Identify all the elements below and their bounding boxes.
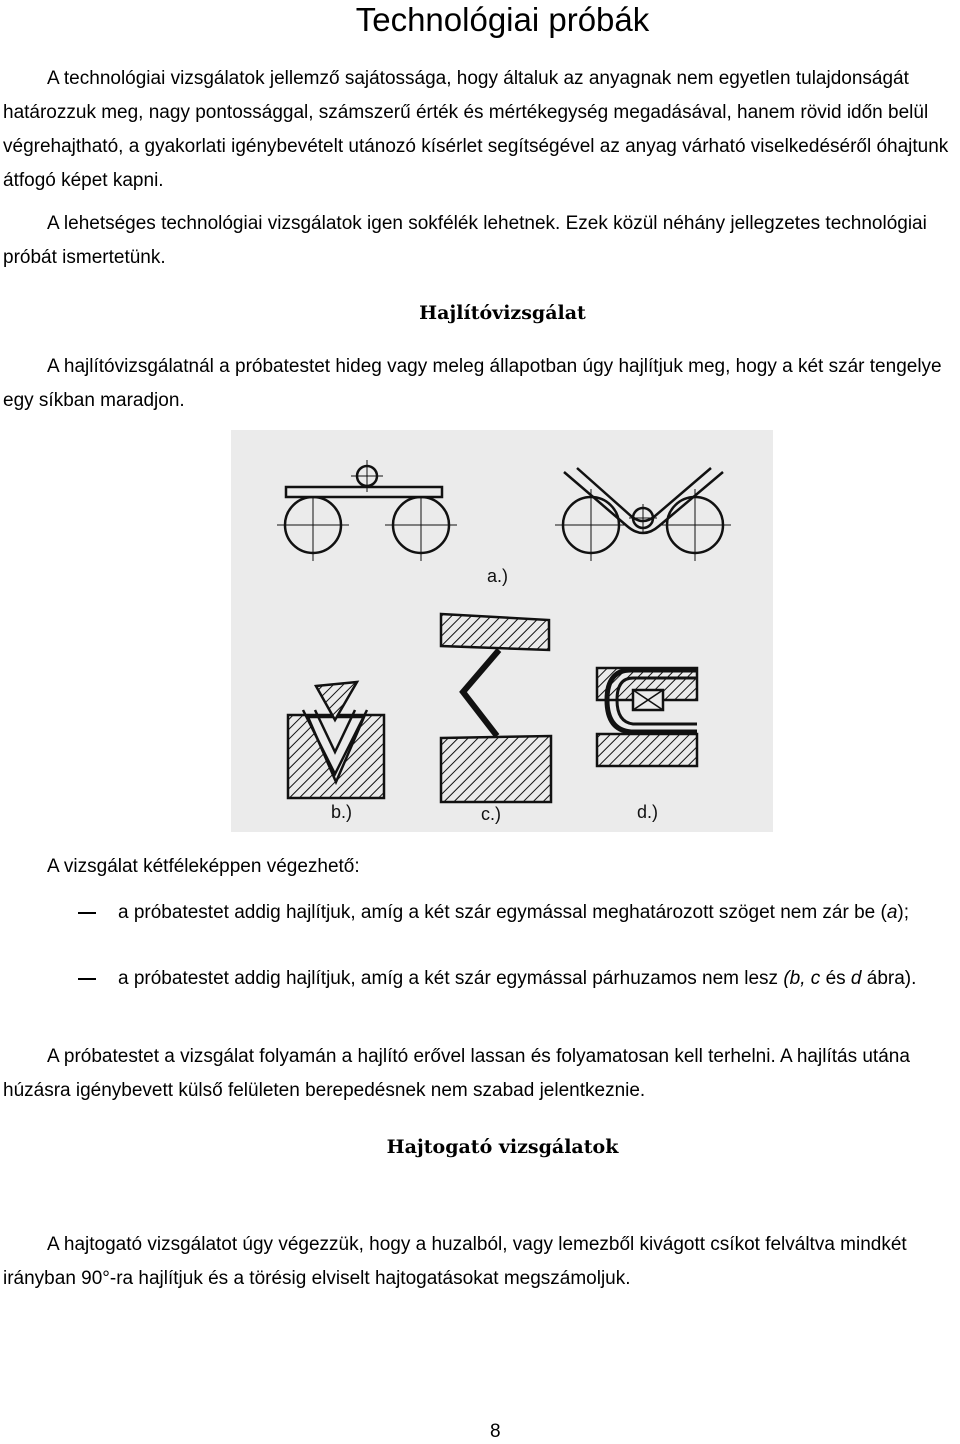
bending-test-figure bbox=[231, 430, 773, 832]
bending-paragraph-2 bbox=[3, 850, 953, 884]
figure-b-v-die bbox=[288, 682, 384, 798]
bullet-item-1-text: a próbatestet addig hajlítjuk, amíg a két szár egymással meghatározott szöget nem zár be (a); bbox=[118, 902, 910, 923]
figure-a-right-setup bbox=[555, 468, 731, 561]
bending-paragraph-3 bbox=[3, 1040, 953, 1108]
bullet-item-2-text: a próbatestet addig hajlítjuk, amíg a két szár egymással párhuzamos nem lesz (b, c és d ábra). bbox=[118, 968, 917, 989]
bullet-dash-icon bbox=[78, 912, 96, 914]
figure-label-d: d.) bbox=[637, 802, 659, 822]
intro-paragraph-1-text: A technológiai vizsgálatok jellemző sajátossága, hogy általuk az anyagnak nem egyetlen tulajdonságát határozzuk meg, nagy pontossággal, számszerű érték és mértékegység megadásával, hanem rövid időn belül végrehajtható, a gyakorlati igénybevételt utánozó kísérlet segítségével az anyag várható viselkedéséről óhajtunk átfogó képet kapni. bbox=[3, 68, 949, 191]
bending-paragraph-2-text: A vizsgálat kétféleképpen végezhető: bbox=[47, 856, 360, 877]
intro-paragraph-2 bbox=[3, 207, 953, 275]
figure-a-left-setup bbox=[277, 460, 457, 561]
bullet-item-1 bbox=[78, 896, 958, 964]
folding-paragraph-1-text: A hajtogató vizsgálatot úgy végezzük, hogy a huzalból, vagy lemezből kivágott csíkot felváltva mindkét irányban 90°-ra hajlítjuk és a törésig elviselt hajtogatásokat megszámoljuk. bbox=[3, 1234, 907, 1289]
figure-label-b: b.) bbox=[331, 802, 353, 822]
figure-label-a: a.) bbox=[487, 566, 509, 586]
figure-d-u-fold bbox=[597, 668, 697, 766]
bending-heading: Hajlítóvizsgálat bbox=[419, 302, 586, 324]
page-number: 8 bbox=[490, 1421, 501, 1442]
bending-paragraph-1 bbox=[3, 350, 953, 418]
bullet-dash-icon bbox=[78, 978, 96, 980]
figure-c-z-bend bbox=[441, 614, 551, 802]
intro-paragraph-1 bbox=[3, 62, 953, 198]
bending-test-drawing bbox=[231, 430, 773, 832]
bending-paragraph-1-text: A hajlítóvizsgálatnál a próbatestet hideg vagy meleg állapotban úgy hajlítjuk meg, hogy a két szár tengelye egy síkban maradjon. bbox=[3, 356, 942, 411]
intro-paragraph-2-text: A lehetséges technológiai vizsgálatok igen sokfélék lehetnek. Ezek közül néhány jellegzetes technológiai próbát ismertetünk. bbox=[3, 213, 927, 268]
folding-paragraph-1 bbox=[3, 1228, 953, 1296]
folding-heading: Hajtogató vizsgálatok bbox=[386, 1136, 619, 1158]
page-title: Technológiai próbák bbox=[355, 1, 650, 38]
bending-paragraph-3-text: A próbatestet a vizsgálat folyamán a hajlító erővel lassan és folyamatosan kell terhelni. A hajlítás utána húzásra igénybevett külső felületen berepedésnek nem szabad jelentkeznie. bbox=[3, 1046, 910, 1101]
figure-label-c: c.) bbox=[481, 804, 501, 824]
bullet-item-2 bbox=[78, 962, 958, 1030]
